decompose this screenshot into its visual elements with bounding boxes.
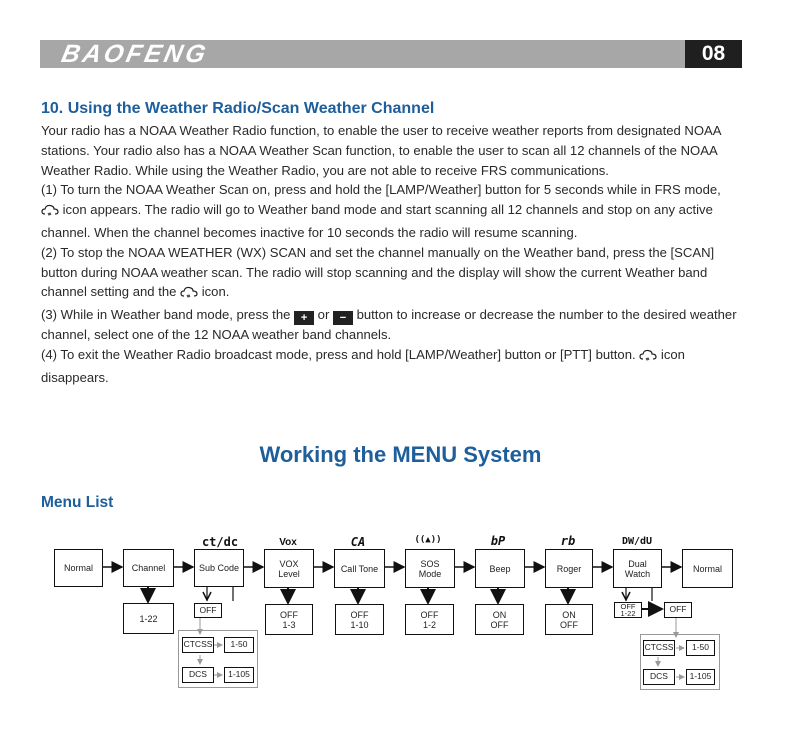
menu-node-beep: Beep [475, 549, 525, 588]
dual-option-a: OFF [620, 601, 636, 611]
menu-node-normal-start: Normal [54, 549, 103, 587]
roger-display-code: rb [560, 534, 576, 548]
subcode-off-option: OFF [194, 603, 222, 618]
dual-ctcss-range-option: 1-50 [686, 640, 715, 656]
menu-list-title: Menu List [41, 494, 114, 511]
step-1-text-a: (1) To turn the NOAA Weather Scan on, press and hold the [LAMP/Weather] button for 5 seconds while in FRS mode, [41, 182, 721, 198]
menu-node-normal-end: Normal [682, 549, 733, 588]
vertical-arrows [148, 586, 568, 603]
beep-options [475, 604, 524, 635]
subcode-display-code: ct/dc [201, 535, 239, 549]
vox-label-line1: VOX [279, 558, 299, 569]
step-1-text-b: icon appears. The radio will go to Weather band mode and start scanning all 12 channels and stop on any active channel. When the channel becomes inactive for 10 seconds the radio will resume scanning. [41, 202, 713, 240]
brand-logo: BAOFENG [59, 40, 211, 68]
calltone-option-a: OFF [350, 609, 369, 620]
sos-label-line2: Mode [418, 568, 442, 579]
dcs-range-option: 1-105 [224, 667, 254, 683]
calltone-option-b: 1-10 [350, 619, 369, 630]
dual-option-b: 1-22 [620, 609, 636, 618]
ctcss-option: CTCSS [182, 637, 214, 653]
sos-label-line1: SOS [420, 558, 440, 569]
step-3-text-a: (3) While in Weather band mode, press the [41, 307, 291, 323]
roger-option-b: OFF [560, 619, 578, 630]
channel-range-option: 1-22 [123, 603, 174, 634]
ctcss-range-option: 1-50 [224, 637, 254, 653]
sos-option-a: OFF [420, 609, 439, 620]
plus-button-icon: + [294, 311, 314, 325]
page-number: 08 [685, 40, 742, 68]
menu-section-title: Working the MENU System [259, 442, 542, 467]
beep-option-b: OFF [490, 619, 509, 630]
dcs-option: DCS [182, 667, 214, 683]
sos-display-code: ((▲)) [414, 535, 442, 545]
vox-option-b: 1-3 [282, 619, 296, 630]
beep-display-code: bP [490, 534, 506, 548]
dual-dcs-range-option: 1-105 [686, 669, 715, 685]
step-3-text-b: or [317, 307, 330, 323]
vox-display-code: Vox [279, 537, 297, 548]
dual-off-option: OFF [664, 602, 692, 618]
vox-option-a: OFF [280, 609, 298, 620]
menu-node-sos [405, 549, 455, 588]
dual-dcs-option: DCS [643, 669, 675, 685]
roger-option-a: ON [562, 609, 576, 620]
minus-button-icon: − [333, 311, 353, 325]
calltone-options [335, 604, 384, 635]
sos-options [405, 604, 454, 635]
step-4-text-b: icon disappears. [41, 346, 685, 385]
sos-option-b: 1-2 [422, 619, 436, 630]
menu-node-subcode: Sub Code [194, 549, 244, 587]
step-2-text-b: icon. [201, 284, 230, 300]
dual-options [614, 602, 642, 618]
dual-ctcss-option: CTCSS [643, 640, 675, 656]
step-2-text-a: (2) To stop the NOAA WEATHER (WX) SCAN and set the channel manually on the Weather band, press the [SCAN] button during NOAA weather scan. The radio will stop scanning and the display will show the current Weather band channel setting and the [41, 244, 715, 300]
menu-node-roger: Roger [545, 549, 593, 588]
vox-label-line2: Level [278, 568, 300, 579]
menu-node-channel: Channel [123, 549, 174, 587]
menu-node-vox [264, 549, 314, 588]
beep-option-a: ON [492, 609, 507, 620]
subcode-branch [203, 587, 233, 601]
menu-node-dual-watch [613, 549, 662, 588]
menu-node-calltone: Call Tone [334, 549, 385, 588]
paragraph-intro: Your radio has a NOAA Weather Radio function, to enable the user to receive weather reports from designated NOAA stations. Your radio also has a NOAA Weather Scan function, to enable the user to scan all 12 channels of the NOAA Weather Radio. While using the Weather Radio, you are not able to receive FRS communications. [41, 123, 721, 178]
calltone-display-code: CA [350, 535, 366, 549]
dual-display-code: DW/dU [621, 536, 653, 547]
section-heading: 10. Using the Weather Radio/Scan Weather Channel [41, 100, 435, 117]
step-4-text-a: (4) To exit the Weather Radio broadcast mode, press and hold [LAMP/Weather] button or [PTT] button. [41, 346, 636, 362]
vox-options [265, 604, 313, 635]
step-3-text-c: button to increase or decrease the number to the desired weather channel, select one of the 12 NOAA weather band channels. [41, 307, 737, 343]
dual-label-line1: Dual [628, 558, 647, 569]
roger-options [545, 604, 593, 635]
dual-label-line2: Watch [624, 568, 651, 579]
